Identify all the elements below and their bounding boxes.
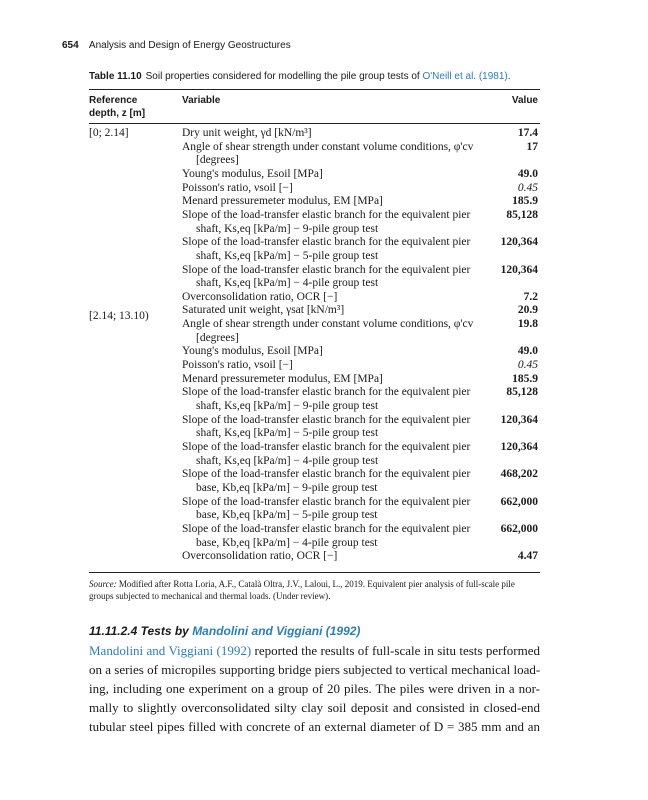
table-variable: Slope of the load-transfer elastic branch for the equivalent pier [182,263,471,276]
table-row [0,496,648,509]
table-row [0,455,648,468]
table-variable: Poisson's ratio, νsoil [−] [182,181,293,194]
table-source-note [89,578,540,602]
col-header-variable: Variable [182,95,221,106]
table-variable: base, Kb,eq [kPa/m] − 4-pile group test [196,536,378,549]
table-row [0,400,648,413]
table-value: 49.0 [517,167,538,180]
table-row [0,141,648,154]
table-row [0,332,648,345]
table-variable: shaft, Ks,eq [kPa/m] − 4-pile group test [196,454,379,467]
table-variable: shaft, Ks,eq [kPa/m] − 5-pile group test [196,249,379,262]
table-variable: Young's modulus, Esoil [MPa] [182,167,323,180]
page-number: 654 [62,40,79,51]
section-number: 11.11.2.4 [89,624,138,638]
paragraph-line-4: mally to slightly overconsolidated silty clay soil deposit and consisted in closed-end [89,700,540,715]
table-row [0,441,648,454]
table-row [0,386,648,399]
paragraph-line-3: ing, including one experiment on a group of 20 piles. The piles were driven in a nor- [89,681,540,696]
table-variable: shaft, Ks,eq [kPa/m] − 4-pile group test [196,277,379,290]
table-row [0,509,648,522]
table-bottom-rule [89,572,540,573]
table-variable: Saturated unit weight, γsat [kN/m³] [182,304,345,317]
table-label: Table 11.10 [89,71,142,82]
table-variable: shaft, Ks,eq [kPa/m] − 5-pile group test [196,427,379,440]
table-variable: Slope of the load-transfer elastic branch for the equivalent pier [182,386,471,399]
table-value: 662,000 [500,522,538,535]
table-row [0,482,648,495]
depth-range-1: [0; 2.14] [89,127,129,139]
table-row [0,427,648,440]
paragraph-line-1-text: reported the results of full-scale in situ tests performed [251,643,540,658]
table-value: 85,128 [506,208,538,221]
table-row [0,523,648,536]
table-value: 468,202 [500,468,538,481]
table-value: 662,000 [500,495,538,508]
table-header-rule [89,123,540,124]
table-value: 0.45 [517,359,538,372]
depth-range-2: [2.14; 13.10) [89,310,149,322]
table-row [0,373,648,386]
table-variable: Slope of the load-transfer elastic branch for the equivalent pier [182,522,471,535]
table-variable: Slope of the load-transfer elastic branch for the equivalent pier [182,236,471,249]
table-row [0,304,648,317]
col-header-value: Value [511,95,538,106]
table-row [0,359,648,372]
table-row [0,223,648,236]
table-row [0,318,648,331]
col-header-reference-line2: depth, z [m] [89,108,146,119]
table-variable: Young's modulus, Esoil [MPa] [182,345,323,358]
table-value: 120,364 [500,236,538,249]
section-heading [89,624,360,638]
col-header-reference [89,94,145,120]
table-variable: Overconsolidation ratio, OCR [−] [182,550,338,563]
table-value: 17 [526,140,538,153]
table-row [0,550,648,563]
table-variable: Angle of shear strength under constant volume conditions, φ'cv [182,318,474,331]
table-variable: Slope of the load-transfer elastic branch for the equivalent pier [182,495,471,508]
table-variable: base, Kb,eq [kPa/m] − 5-pile group test [196,509,378,522]
table-top-rule [89,89,540,90]
source-label: Source: [89,579,117,589]
table-variable: [degrees] [196,331,239,344]
table-row [0,209,648,222]
table-variable: [degrees] [196,154,239,167]
section-prefix: Tests by [140,624,193,638]
table-variable: Slope of the load-transfer elastic branch for the equivalent pier [182,468,471,481]
table-variable: shaft, Ks,eq [kPa/m] − 9-pile group test [196,222,379,235]
table-row [0,414,648,427]
table-row [0,195,648,208]
table-value: 85,128 [506,386,538,399]
table-row [0,182,648,195]
table-variable: base, Kb,eq [kPa/m] − 9-pile group test [196,481,378,494]
table-row [0,168,648,181]
table-row [0,345,648,358]
table-row [0,154,648,167]
table-variable: Poisson's ratio, νsoil [−] [182,359,293,372]
table-value: 49.0 [517,345,538,358]
table-value: 185.9 [512,372,538,385]
col-header-reference-line1: Reference [89,95,138,106]
paragraph-line-2: on a series of micropiles supporting bridge piers subjected to vertical mechanical load- [89,662,541,677]
running-title: Analysis and Design of Energy Geostructures [88,40,291,51]
table-value: 185.9 [512,195,538,208]
table-caption [89,71,511,82]
paragraph-line-5: tubular steel pipes filled with concrete of an external diameter of D = 385 mm and an [89,719,540,734]
table-value: 4.47 [517,550,538,563]
table-variable: Angle of shear strength under constant volume conditions, φ'cv [182,140,474,153]
paragraph-citation-link[interactable]: Mandolini and Viggiani (1992) [89,643,252,658]
table-row [0,468,648,481]
table-value: 120,364 [500,440,538,453]
table-row [0,291,648,304]
table-row [0,236,648,249]
paragraph-line-1 [89,642,540,661]
table-variable: Menard pressuremeter modulus, EM [MPa] [182,195,383,208]
caption-end: . [507,71,511,82]
caption-citation-link[interactable]: O'Neill et al. (1981) [422,71,508,82]
source-text: Modified after Rotta Loria, A.F., Català Oltra, J.V., Laloui, L., 2019. Equivalent pier analysis of full-scale pile groups subjected to mechanical and thermal loads. (Under review). [89,579,515,601]
caption-text: Soil properties considered for modelling the pile group tests of [145,71,423,82]
table-value: 120,364 [500,263,538,276]
table-value: 19.8 [517,318,538,331]
table-row [0,264,648,277]
table-variable: Dry unit weight, γd [kN/m³] [182,127,312,139]
table-variable: Overconsolidation ratio, OCR [−] [182,290,338,303]
table-value: 17.4 [517,127,538,139]
body-paragraph [89,642,540,737]
table-variable: Menard pressuremeter modulus, EM [MPa] [182,372,383,385]
table-value: 20.9 [517,304,538,317]
table-row [0,127,648,140]
table-variable: Slope of the load-transfer elastic branch for the equivalent pier [182,413,471,426]
section-citation-link[interactable]: Mandolini and Viggiani (1992) [192,624,361,638]
table-variable: Slope of the load-transfer elastic branch for the equivalent pier [182,440,471,453]
table-variable: Slope of the load-transfer elastic branch for the equivalent pier [182,208,471,221]
table-value: 7.2 [523,290,538,303]
table-variable: shaft, Ks,eq [kPa/m] − 9-pile group test [196,400,379,412]
table-value: 0.45 [517,181,538,194]
table-row [0,277,648,290]
table-row [0,537,648,550]
table-value: 120,364 [500,413,538,426]
running-header [62,40,291,51]
table-row [0,250,648,263]
